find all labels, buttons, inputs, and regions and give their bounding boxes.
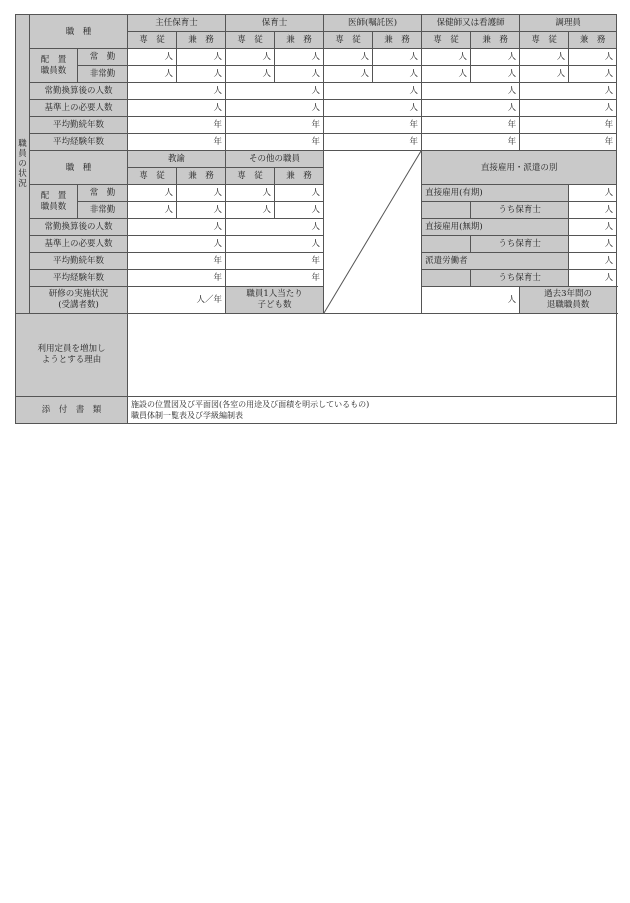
employment-count-input[interactable]: 人 [569, 236, 617, 253]
row-label: 平均勤続年数 [30, 117, 128, 134]
lower-row [16, 219, 617, 236]
count-input[interactable]: 人 [275, 185, 324, 202]
employment-label: 派遣労働者 [422, 253, 569, 270]
reason-field[interactable] [128, 314, 617, 397]
fulltime-label: 常 勤 [78, 185, 128, 202]
employment-count-input[interactable]: 人 [569, 253, 617, 270]
row-label: 常勤換算後の人数 [30, 83, 128, 100]
value-input[interactable]: 年 [324, 134, 422, 151]
value-input[interactable]: 年 [128, 117, 226, 134]
value-input[interactable]: 年 [226, 253, 324, 270]
employment-indent [422, 236, 471, 253]
count-input[interactable]: 人 [422, 49, 471, 66]
count-input[interactable]: 人 [324, 49, 373, 66]
attachment-item: 施設の位置図及び平面図(各室の用途及び面積を明示しているもの) [131, 400, 370, 409]
value-input[interactable]: 人 [226, 100, 324, 117]
employment-label: うち保育士 [471, 236, 569, 253]
category-header: 保健師又は看護師 [422, 15, 520, 32]
count-input[interactable]: 人 [177, 49, 226, 66]
count-input[interactable]: 人 [569, 49, 617, 66]
value-input[interactable]: 年 [128, 253, 226, 270]
count-input[interactable]: 人 [177, 202, 226, 219]
value-input[interactable]: 年 [422, 134, 520, 151]
employment-header: 直接雇用・派遣の別 [422, 151, 617, 185]
employment-label: 直接雇用(無期) [422, 219, 569, 236]
fulltime-row [16, 49, 617, 66]
count-input[interactable]: 人 [373, 66, 422, 83]
employment-label: 直接雇用(有期) [422, 185, 569, 202]
avg-experience-row [16, 134, 617, 151]
reason-attachment-table [15, 313, 617, 424]
sub-senju: 専 従 [226, 168, 275, 185]
row-label: 基準上の必要人数 [30, 236, 128, 253]
employment-count-input[interactable]: 人 [569, 202, 617, 219]
sub-senju: 専 従 [324, 32, 373, 49]
count-input[interactable]: 人 [226, 49, 275, 66]
category-header: 調理員 [520, 15, 617, 32]
value-input[interactable]: 人 [226, 83, 324, 100]
count-input[interactable]: 人 [569, 66, 617, 83]
count-input[interactable]: 人 [520, 49, 569, 66]
category-header: その他の職員 [226, 151, 324, 168]
value-input[interactable]: 人 [324, 83, 422, 100]
sub-senju: 専 従 [520, 32, 569, 49]
value-input[interactable]: 人 [128, 219, 226, 236]
count-input[interactable]: 人 [226, 66, 275, 83]
job-type-header: 職 種 [30, 15, 128, 49]
placement-label: 配 置 職員数 [30, 185, 78, 219]
count-input[interactable]: 人 [422, 66, 471, 83]
lower-parttime-row [16, 202, 617, 219]
value-input[interactable]: 年 [128, 134, 226, 151]
sub-kennmu: 兼 務 [177, 168, 226, 185]
reason-label: 利用定員を増加し ようとする理由 [16, 314, 128, 397]
count-input[interactable]: 人 [275, 202, 324, 219]
header-row [16, 15, 617, 32]
sub-kennmu: 兼 務 [471, 32, 520, 49]
sub-senju: 専 従 [128, 32, 177, 49]
count-input[interactable]: 人 [128, 185, 177, 202]
row-label: 基準上の必要人数 [30, 100, 128, 117]
count-input[interactable]: 人 [128, 49, 177, 66]
per-child-input[interactable]: 人 [422, 287, 520, 314]
count-input[interactable]: 人 [471, 49, 520, 66]
diagonal-blank [324, 151, 422, 314]
value-input[interactable]: 年 [422, 117, 520, 134]
sub-kennmu: 兼 務 [275, 32, 324, 49]
count-input[interactable]: 人 [520, 66, 569, 83]
sub-kennmu: 兼 務 [275, 168, 324, 185]
parttime-row [16, 66, 617, 83]
value-input[interactable]: 人 [128, 100, 226, 117]
count-input[interactable]: 人 [324, 66, 373, 83]
resigned-label: 過去3年間の 退職職員数 [520, 287, 617, 314]
value-input[interactable]: 人 [422, 100, 520, 117]
lower-row [16, 270, 617, 287]
count-input[interactable]: 人 [128, 66, 177, 83]
value-input[interactable]: 人 [226, 219, 324, 236]
row-label: 常勤換算後の人数 [30, 219, 128, 236]
count-input[interactable]: 人 [373, 49, 422, 66]
per-child-label: 職員1人当たり 子ども数 [226, 287, 324, 314]
value-input[interactable]: 人 [128, 236, 226, 253]
lower-row [16, 253, 617, 270]
employment-indent [422, 270, 471, 287]
employment-count-input[interactable]: 人 [569, 219, 617, 236]
value-input[interactable]: 年 [226, 134, 324, 151]
fulltime-label: 常 勤 [78, 49, 128, 66]
count-input[interactable]: 人 [226, 202, 275, 219]
category-header: 主任保育士 [128, 15, 226, 32]
value-input[interactable]: 人 [128, 83, 226, 100]
training-label: 研修の実施状況 (受講者数) [30, 287, 128, 314]
side-label-staff-status: 職 員 の 状 況 [16, 15, 30, 314]
sub-kennmu: 兼 務 [569, 32, 617, 49]
value-input[interactable]: 年 [520, 117, 617, 134]
sub-kennmu: 兼 務 [373, 32, 422, 49]
row-label: 平均勤続年数 [30, 253, 128, 270]
job-type-header: 職 種 [30, 151, 128, 185]
value-input[interactable]: 年 [324, 117, 422, 134]
sub-senju: 専 従 [422, 32, 471, 49]
value-input[interactable]: 人 [520, 83, 617, 100]
count-input[interactable]: 人 [275, 66, 324, 83]
value-input[interactable]: 年 [226, 117, 324, 134]
category-header: 医師(嘱託医) [324, 15, 422, 32]
training-row [16, 287, 617, 314]
value-input[interactable]: 人 [422, 83, 520, 100]
count-input[interactable]: 人 [275, 49, 324, 66]
required-row [16, 100, 617, 117]
staff-status-table [15, 14, 617, 314]
employment-count-input[interactable]: 人 [569, 185, 617, 202]
count-input[interactable]: 人 [226, 185, 275, 202]
staff-status-form [15, 14, 616, 424]
attachment-list [128, 397, 617, 424]
placement-label: 配 置 職員数 [30, 49, 78, 83]
row-label: 平均経験年数 [30, 134, 128, 151]
category-header: 保育士 [226, 15, 324, 32]
row-label: 平均経験年数 [30, 270, 128, 287]
lower-header-row [16, 151, 617, 168]
sub-senju: 専 従 [226, 32, 275, 49]
value-input[interactable]: 人 [324, 100, 422, 117]
attachment-row [16, 397, 617, 424]
value-input[interactable]: 年 [520, 134, 617, 151]
employment-count-input[interactable]: 人 [569, 270, 617, 287]
value-input[interactable]: 人 [226, 236, 324, 253]
fte-row [16, 83, 617, 100]
employment-indent [422, 202, 471, 219]
count-input[interactable]: 人 [128, 202, 177, 219]
employment-label: うち保育士 [471, 270, 569, 287]
parttime-label: 非常勤 [78, 66, 128, 83]
employment-label: うち保育士 [471, 202, 569, 219]
attachment-item: 職員体制一覧表及び学級編制表 [131, 411, 243, 420]
category-header: 教諭 [128, 151, 226, 168]
sub-kennmu: 兼 務 [177, 32, 226, 49]
parttime-label: 非常勤 [78, 202, 128, 219]
count-input[interactable]: 人 [177, 185, 226, 202]
avg-tenure-row [16, 117, 617, 134]
lower-row [16, 236, 617, 253]
count-input[interactable]: 人 [177, 66, 226, 83]
count-input[interactable]: 人 [471, 66, 520, 83]
reason-row [16, 314, 617, 397]
value-input[interactable]: 人 [520, 100, 617, 117]
sub-senju: 専 従 [128, 168, 177, 185]
lower-fulltime-row [16, 185, 617, 202]
training-input[interactable]: 人／年 [128, 287, 226, 314]
value-input[interactable]: 年 [226, 270, 324, 287]
attachment-label: 添 付 書 類 [16, 397, 128, 424]
value-input[interactable]: 年 [128, 270, 226, 287]
